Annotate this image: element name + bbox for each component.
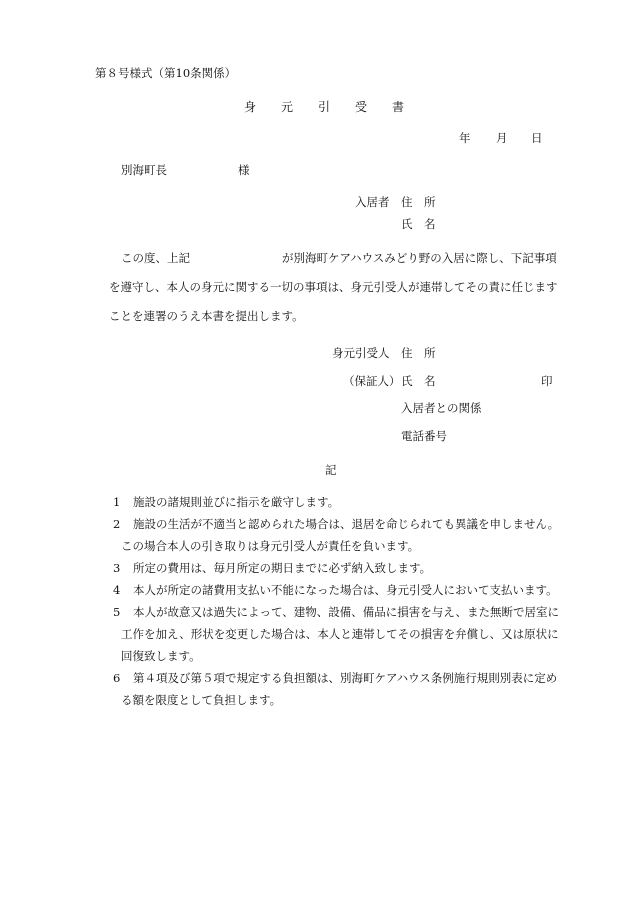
ki-heading: 記 — [325, 463, 337, 477]
phone-label: 電話番号 — [401, 429, 447, 443]
title-char: 引 — [318, 100, 331, 114]
item-text: る額を限度として負担します。 — [121, 693, 282, 707]
date-month-label: 月 — [496, 131, 508, 145]
item-number: 2 — [113, 517, 121, 531]
guarantor-name-label: 氏 名 — [401, 374, 436, 388]
resident-name-label: 氏 名 — [401, 217, 436, 231]
date-year-label: 年 — [459, 131, 471, 145]
title-char: 元 — [281, 100, 294, 114]
date-day-label: 日 — [531, 131, 543, 145]
item-text: 本人が故意又は過失によって、建物、設備、備品に損害を与え、また無断で居室に — [133, 605, 559, 619]
item-number: 1 — [113, 495, 121, 509]
addressee: 別海町長 — [121, 163, 167, 177]
resident-address-label: 住 所 — [401, 195, 436, 209]
title-char: 身 — [244, 100, 257, 114]
item-number: 3 — [113, 561, 121, 575]
item-text: 施設の諸規則並びに指示を厳守します。 — [133, 495, 340, 509]
resident-label: 入居者 — [355, 195, 390, 209]
item-text: 第４項及び第５項で規定する負担額は、別海町ケアハウス条例施行規則別表に定め — [133, 671, 558, 685]
item-text: 工作を加え、形状を変更した場合は、本人と連帯してその損害を弁償し、又は原状に — [121, 627, 559, 641]
item-number: 5 — [113, 605, 121, 619]
item-text: この場合本人の引き取りは身元引受人が責任を負います。 — [121, 539, 420, 553]
item-text: 本人が所定の諸費用支払い不能になった場合は、身元引受人において支払います。 — [133, 583, 558, 597]
title-char: 書 — [392, 100, 405, 114]
seal-mark: 印 — [541, 374, 553, 388]
item-number: 4 — [113, 583, 121, 597]
guarantor-sub-label: （保証人） — [343, 374, 401, 388]
document-title — [244, 100, 429, 114]
title-char: 受 — [355, 100, 368, 114]
item-text: 回復致します。 — [121, 649, 201, 663]
guarantor-label: 身元引受人 — [332, 346, 390, 360]
form-number: 第８号様式（第10条関係） — [95, 66, 237, 80]
body-line: ことを連署のうえ本書を提出します。 — [109, 309, 304, 323]
item-text: 施設の生活が不適当と認められた場合は、退居を命じられても異議を申しません。 — [133, 517, 560, 531]
item-number: 6 — [113, 671, 121, 685]
body-line: を遵守し、本人の身元に関する一切の事項は、身元引受人が連帯してその責に任じます — [109, 280, 558, 294]
relation-label: 入居者との関係 — [401, 401, 482, 415]
honorific: 様 — [238, 163, 250, 177]
guarantor-address-label: 住 所 — [401, 346, 436, 360]
item-text: 所定の費用は、毎月所定の期日までに必ず納入致します。 — [133, 561, 432, 575]
body-line: この度、上記 が別海町ケアハウスみどり野の入居に際し、下記事項 — [121, 251, 557, 265]
